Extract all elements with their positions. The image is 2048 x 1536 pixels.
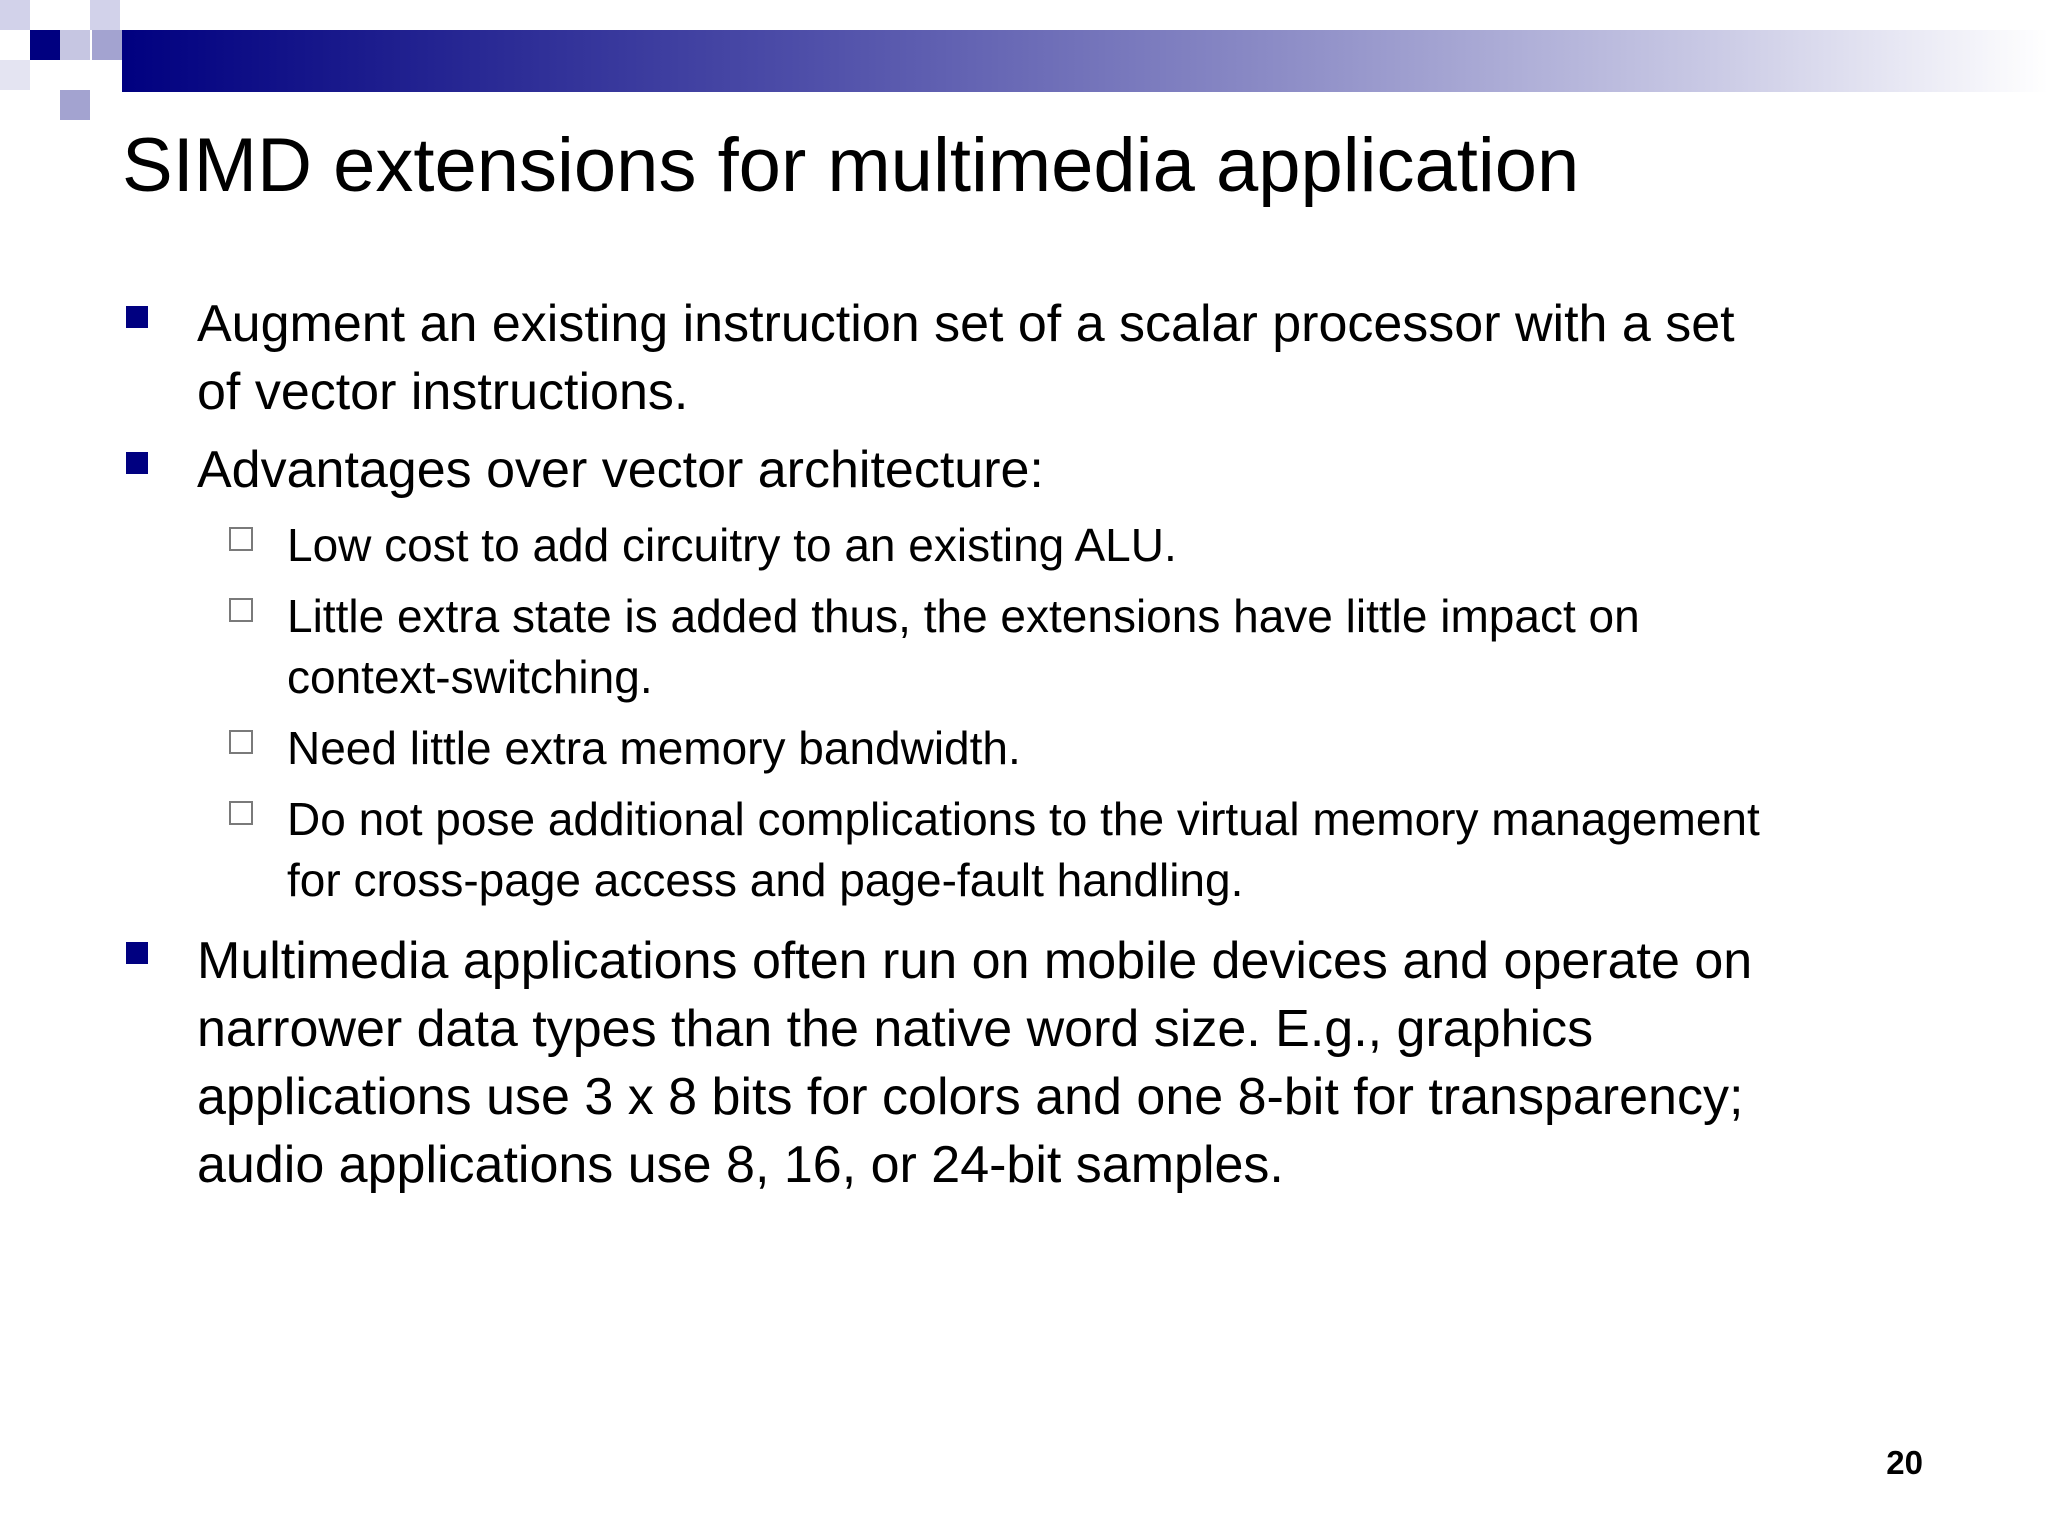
sub-bullet-hollow-square-icon — [229, 598, 253, 622]
sub-bullet-text-line: for cross-page access and page-fault handling. — [287, 854, 1244, 906]
bullet-text-line: audio applications use 8, 16, or 24-bit samples. — [197, 1136, 1284, 1194]
bullet-text-line: narrower data types than the native word size. E.g., graphics — [197, 1000, 1594, 1058]
header-decor-square — [90, 0, 120, 30]
header-decor-square — [60, 30, 90, 60]
sub-bullet-hollow-square-icon — [229, 527, 253, 551]
bullet-text-line: Multimedia applications often run on mobile devices and operate on — [197, 932, 1753, 990]
header-decor-square — [30, 30, 60, 60]
slide-title: SIMD extensions for multimedia application — [122, 123, 1580, 208]
sub-bullet-hollow-square-icon — [229, 801, 253, 825]
bullet-square-icon — [126, 306, 148, 328]
sub-bullet-text-line: Low cost to add circuitry to an existing ALU. — [287, 519, 1177, 571]
sub-bullet-hollow-square-icon — [229, 730, 253, 754]
page-number: 20 — [1886, 1444, 1923, 1481]
header-decor-square — [92, 30, 122, 60]
header-decor-square — [0, 60, 30, 90]
sub-bullet-text-line: context-switching. — [287, 651, 653, 703]
bullet-text-line: applications use 3 x 8 bits for colors and one 8-bit for transparency; — [197, 1068, 1744, 1126]
bullet-text-line: of vector instructions. — [197, 363, 689, 421]
bullet-square-icon — [126, 452, 148, 474]
bullet-text-line: Augment an existing instruction set of a scalar processor with a set — [197, 295, 1735, 353]
bullet-text-line: Advantages over vector architecture: — [197, 441, 1044, 499]
header-decor-square — [0, 0, 30, 30]
sub-bullet-text-line: Little extra state is added thus, the extensions have little impact on — [287, 590, 1640, 642]
header-gradient-bar — [122, 30, 2048, 92]
sub-bullet-text-line: Need little extra memory bandwidth. — [287, 722, 1021, 774]
sub-bullet-text-line: Do not pose additional complications to the virtual memory management — [287, 793, 1760, 845]
bullet-square-icon — [126, 942, 148, 964]
header-decor-square — [60, 90, 90, 120]
